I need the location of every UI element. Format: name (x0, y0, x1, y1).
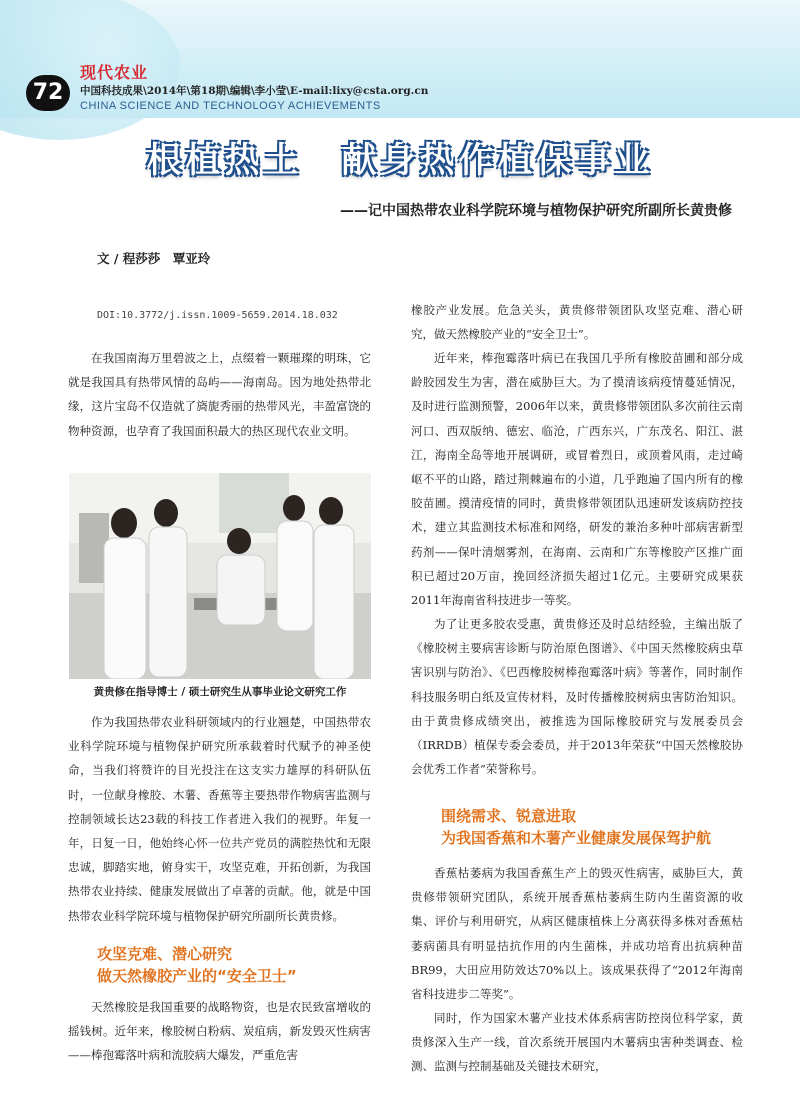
right-paragraph-4: 香蕉枯萎病为我国香蕉生产上的毁灭性病害，威胁巨大，黄贵修带领研究团队，系统开展香蕉枯萎病生防内生菌资源的收集、评价与利用研究，从病区健康植株上分离获得多株对香蕉枯萎病菌具有明显拮抗作用的内生菌株，并成功培育出抗病种苗BR99，大田应用防效达70%以上。该成果获得了“2012年海南省科技进步二等奖”。 (411, 866, 743, 1002)
page-number: 72 (26, 75, 70, 111)
article-authors: 文 / 程莎莎 覃亚玲 (97, 251, 211, 266)
section-name: 现代农业 (80, 63, 149, 82)
section-heading-1-line-1: 攻坚克难、潜心研究 (97, 945, 233, 963)
article-subtitle: ——记中国热带农业科学院环境与植物保护研究所副所长黄贵修 (340, 203, 732, 219)
section-heading-2-line-2: 为我国香蕉和木薯产业健康发展保驾护航 (441, 829, 712, 847)
left-paragraph-2: 作为我国热带农业科研领域内的行业翘楚，中国热带农业科学院环境与植物保护研究所承载着时代赋予的神圣使命，当我们将赞许的目光投注在这支实力雄厚的科研队伍时，一位献身橡胶、木薯、香蕉等主要热带作物病害监测与控制领域长达23载的科技工作者进入我们的视野。年复一年，日复一日，他始终心怀一位共产党员的满腔热忱和无限忠诚，脚踏实地，俯身实干，攻坚克难，开拓创新，为我国热带农业持续、健康发展做出了卓著的贡献。他，就是中国热带农业科学院环境与植物保护研究所副所长黄贵修。 (68, 715, 371, 923)
section-heading-2-line-1: 围绕需求、锐意进取 (441, 807, 577, 825)
journal-english-name: CHINA SCIENCE AND TECHNOLOGY ACHIEVEMENTS (80, 100, 381, 112)
right-paragraph-1: 橡胶产业发展。危急关头，黄贵修带领团队攻坚克难、潜心研究，做天然橡胶产业的“安全卫士”。 (411, 303, 743, 342)
doi: DOI:10.3772/j.issn.1009-5659.2014.18.032 (97, 310, 338, 321)
journal-info-line: 中国科技成果\2014年\第18期\编辑\李小莹\E-mail:lixy@csta.org.cn (80, 85, 429, 97)
photo-illustration (69, 473, 371, 679)
article-photo (69, 473, 371, 679)
article-title: 根植热土 献身热作植保事业 (146, 140, 654, 181)
photo-caption: 黄贵修在指导博士 / 硕士研究生从事毕业论文研究工作 (93, 686, 347, 698)
left-paragraph-1: 在我国南海万里碧波之上，点缀着一颗璀璨的明珠，它就是我国具有热带风情的岛屿——海南岛。因为地处热带北缘，这片宝岛不仅造就了旖旎秀丽的热带风光，丰盈富饶的物种资源，也孕育了我国面积最大的热区现代农业文明。 (68, 351, 371, 438)
section-heading-1-line-2: 做天然橡胶产业的“安全卫士” (97, 967, 297, 985)
left-paragraph-3: 天然橡胶是我国重要的战略物资，也是农民致富增收的摇钱树。近年来，橡胶树白粉病、炭疽病，新发毁灭性病害——棒孢霉落叶病和流胶病大爆发，严重危害 (68, 1000, 371, 1063)
right-paragraph-2: 近年来，棒孢霉落叶病已在我国几乎所有橡胶苗圃和部分成龄胶园发生为害，潜在威胁巨大。为了摸清该病疫情蔓延情况，及时进行监测预警，2006年以来，黄贵修带领团队多次前往云南河口、西双版纳、德宏、临沧，广西东兴，广东茂名、阳江、湛江，海南全岛等地开展调研，或冒着烈日，或顶着风雨，走过崎岖不平的山路，踏过荆棘遍布的小道，几乎跑遍了国内所有的橡胶苗圃。摸清疫情的同时，黄贵修带领团队迅速研发该病防控技术，建立其监测技术标准和网络，研发的兼治多种叶部病害新型药剂——保叶清烟雾剂，在海南、云南和广东等橡胶产区推广面积已超过20万亩，挽回经济损失超过1亿元。主要研究成果获2011年海南省科技进步一等奖。 (411, 351, 743, 608)
right-paragraph-5: 同时，作为国家木薯产业技术体系病害防控岗位科学家，黄贵修深入生产一线，首次系统开展国内木薯病虫害种类调查、检测、监测与控制基础及关键技术研究， (411, 1011, 743, 1074)
right-paragraph-3: 为了让更多胶农受惠，黄贵修还及时总结经验，主编出版了《橡胶树主要病害诊断与防治原色图谱》、《中国天然橡胶病虫草害识别与防治》、《巴西橡胶树棒孢霉落叶病》等著作，同时制作科技服务明白纸及宣传材料，及时传播橡胶树病虫害防治知识。由于黄贵修成绩突出，被推选为国际橡胶研究与发展委员会（IRRDB）植保专委会委员，并于2013年荣获“中国天然橡胶协会优秀工作者”荣誉称号。 (411, 617, 743, 777)
